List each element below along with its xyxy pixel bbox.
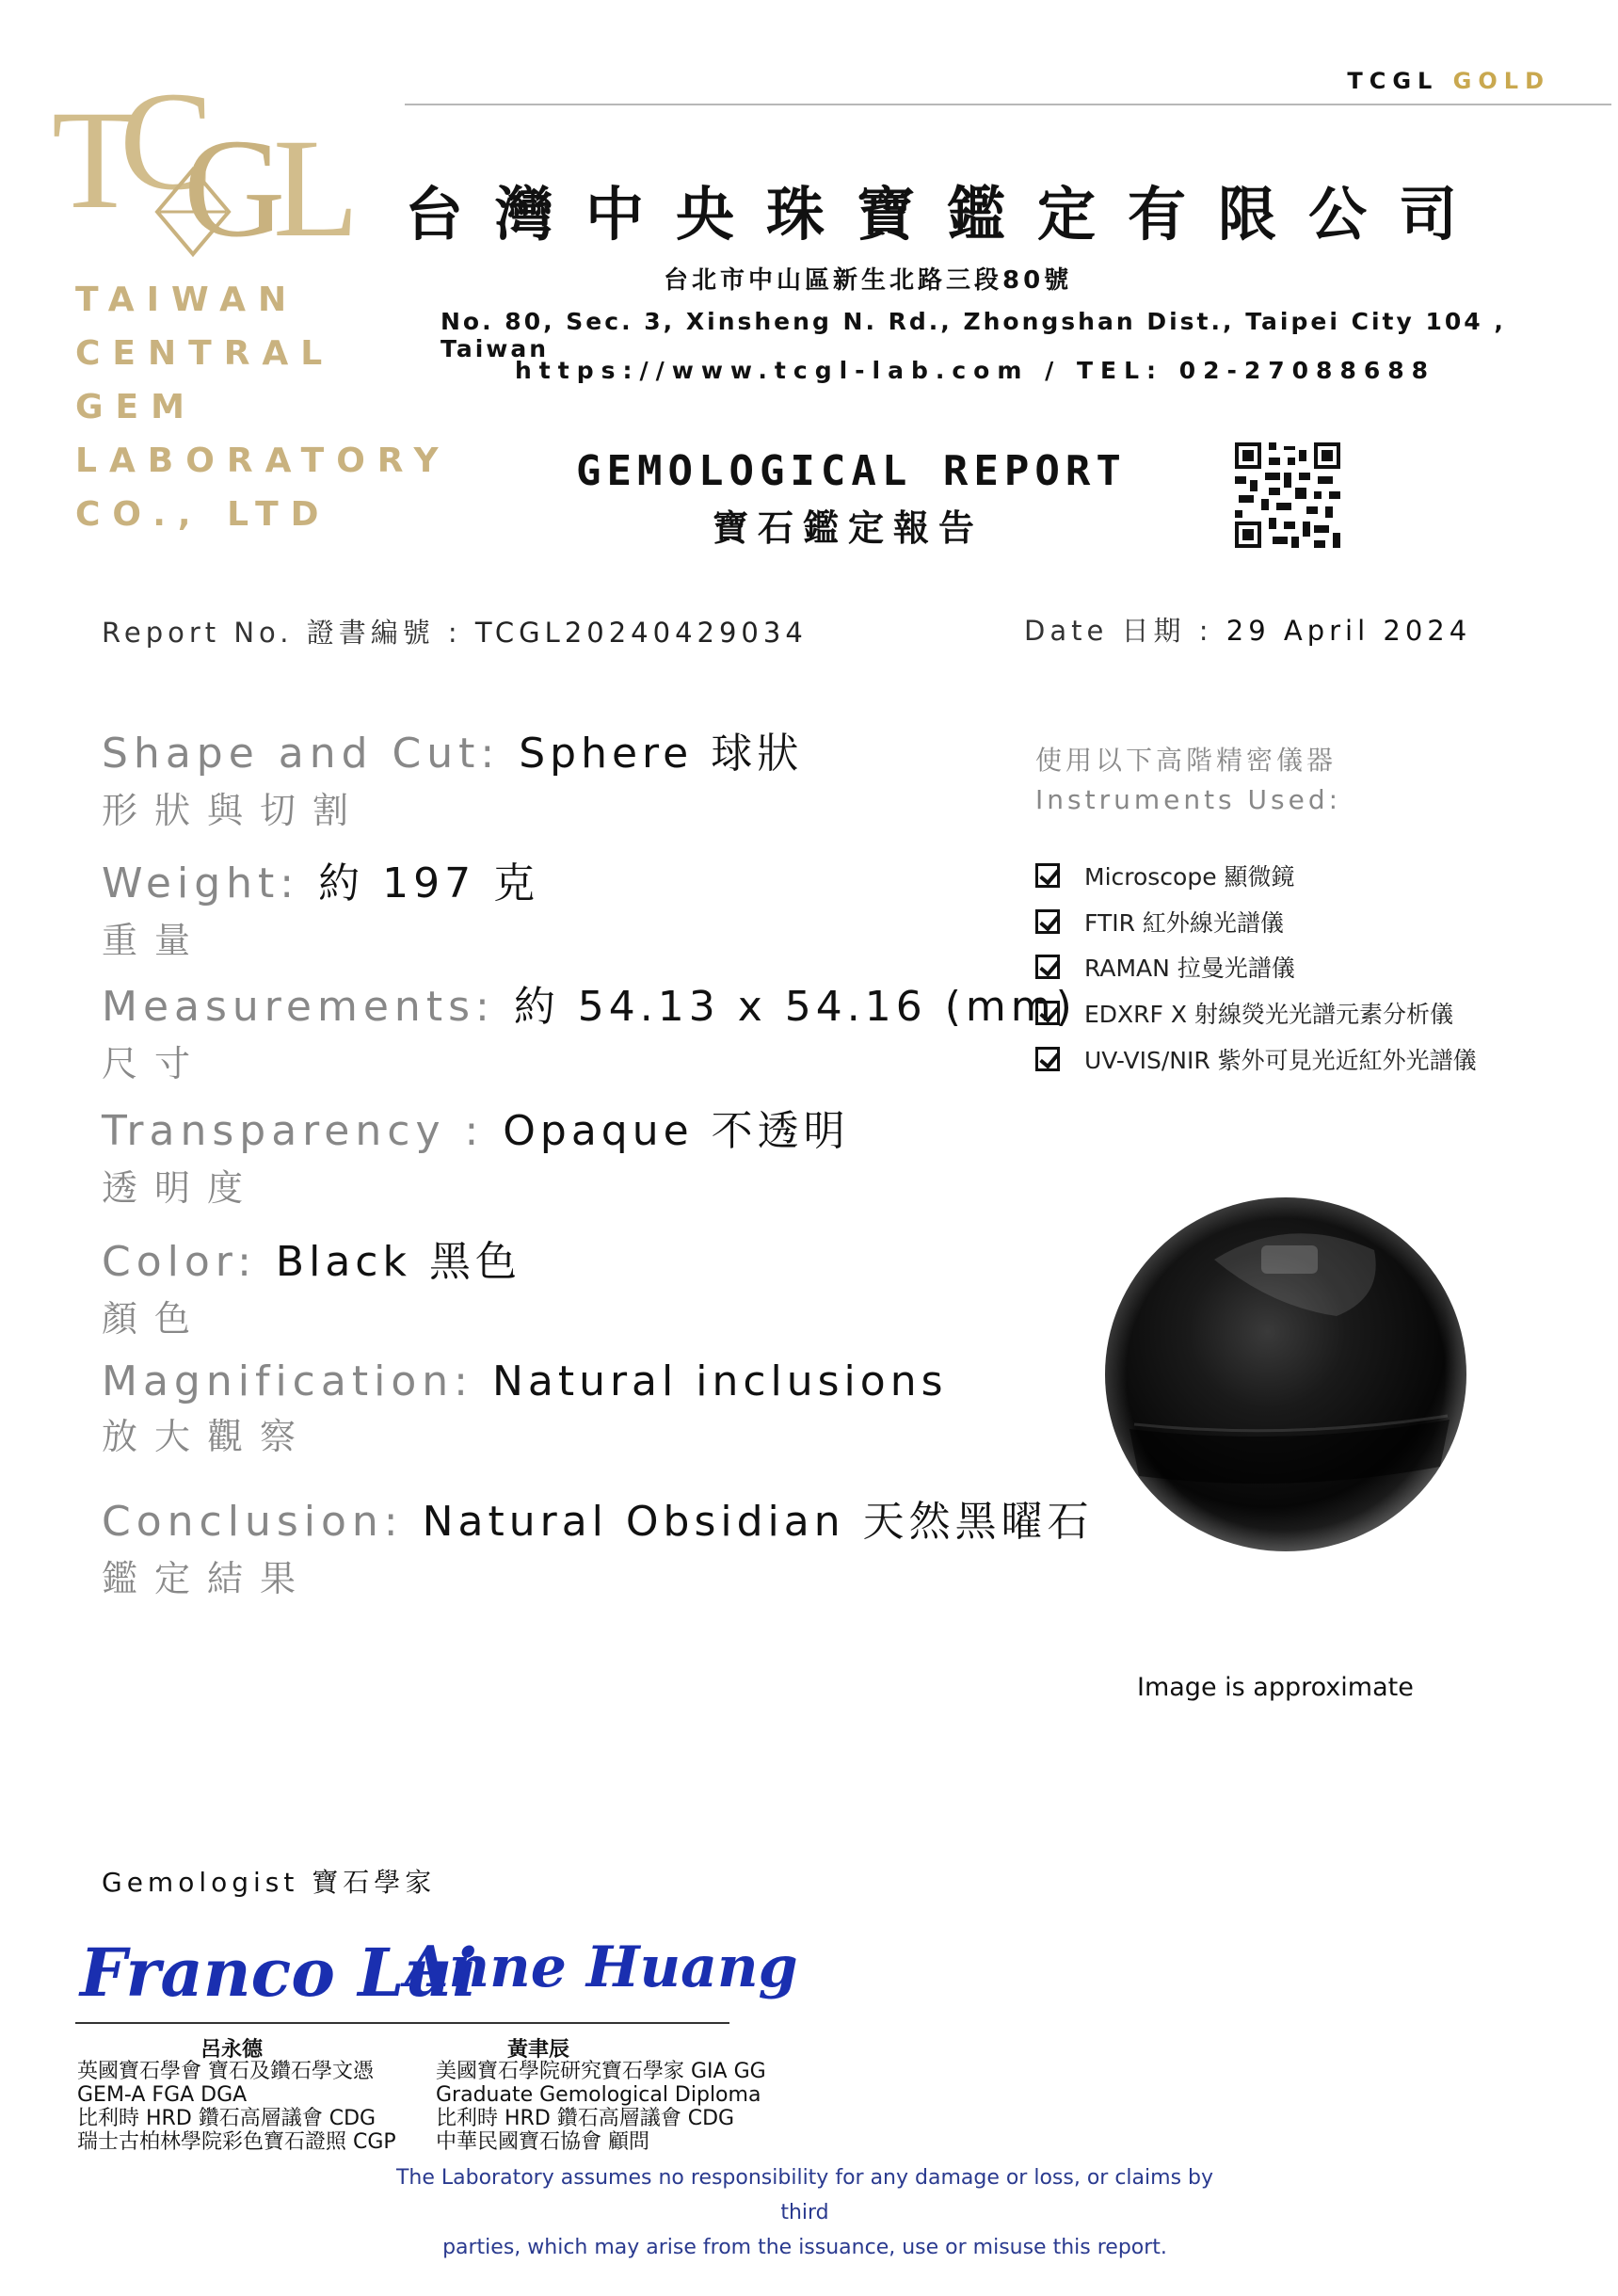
field-transparency — [102, 1097, 850, 1211]
logo-line: TAIWAN — [75, 281, 299, 319]
logo-letter-l: L — [273, 110, 360, 266]
instrument-label: FTIR 紅外線光譜儀 — [1084, 908, 1284, 937]
field-value: Natural Obsidian 天然黑曜石 — [422, 1498, 1094, 1546]
instruments-list — [1035, 853, 1477, 1082]
field-value: Black 黑色 — [275, 1238, 521, 1286]
field-label: Color: — [102, 1238, 276, 1286]
field-magnification — [102, 1357, 948, 1459]
field-label: Magnification: — [102, 1357, 492, 1405]
logo-line: GEM — [75, 388, 197, 426]
field-label: Conclusion: — [102, 1498, 423, 1546]
checkbox-checked-icon[interactable] — [1035, 863, 1060, 888]
disclaimer-line: The Laboratory assumes no responsibility for any damage or loss, or claims by third — [395, 2166, 1214, 2224]
field-label-zh: 放大觀察 — [102, 1416, 313, 1457]
field-label-zh: 尺寸 — [102, 1043, 208, 1084]
website-and-phone: https://www.tcgl-lab.com / TEL: 02-27088688 — [515, 357, 1436, 384]
qr-code-icon[interactable] — [1235, 442, 1340, 548]
credential-line: 比利時 HRD 鑽石高層議會 CDG — [77, 2107, 376, 2130]
field-label-zh: 透明度 — [102, 1167, 261, 1209]
instrument-item — [1035, 853, 1477, 899]
field-label: Measurements: — [102, 983, 514, 1031]
tier-badge — [1347, 68, 1550, 94]
instruments-heading-zh: 使用以下高階精密儀器 — [1035, 745, 1338, 776]
gemologist-1-credentials — [77, 2060, 396, 2154]
checkbox-checked-icon[interactable] — [1035, 909, 1060, 934]
logo-letter-t: T — [52, 82, 138, 238]
report-title-en: GEMOLOGICAL REPORT — [576, 447, 1127, 495]
signatures — [80, 1906, 798, 2029]
logo-line: CO., LTD — [75, 495, 331, 534]
field-label-zh: 鑑定結果 — [102, 1558, 313, 1599]
gemologist-2-credentials — [436, 2060, 766, 2154]
instrument-item — [1035, 1036, 1477, 1082]
report-title-zh: 寶石鑑定報告 — [713, 507, 985, 549]
instrument-label: RAMAN 拉曼光譜儀 — [1084, 955, 1295, 983]
credential-line: 瑞士古柏林學院彩色寶石證照 CGP — [77, 2130, 396, 2154]
logo-letter-c: C — [120, 63, 215, 219]
field-value: 約 54.13 x 54.16 (mm) — [513, 983, 1077, 1031]
tier-brand: TCGL — [1347, 68, 1439, 94]
disclaimer — [376, 2160, 1233, 2265]
field-color — [102, 1228, 521, 1341]
credential-line: 比利時 HRD 鑽石高層議會 CDG — [436, 2107, 735, 2130]
gemologist-2-name: 黃聿辰 — [507, 2038, 570, 2062]
tier-level: GOLD — [1452, 68, 1550, 94]
instrument-label: Microscope 顯微鏡 — [1084, 863, 1295, 891]
signature-line — [75, 2022, 729, 2024]
field-shape-and-cut — [102, 719, 803, 833]
checkbox-checked-icon[interactable] — [1035, 1001, 1060, 1025]
credential-line: 美國寶石學院研究寶石學家 GIA GG — [436, 2060, 766, 2083]
report-date — [1024, 610, 1471, 649]
checkbox-checked-icon[interactable] — [1035, 1047, 1060, 1071]
field-value: Sphere 球狀 — [519, 730, 804, 778]
logo-company-name — [75, 273, 451, 541]
sphere-reflection — [1261, 1245, 1318, 1274]
credential-line: 中華民國寶石協會 顧問 — [436, 2130, 649, 2154]
signature-2: Anne Huang — [405, 1935, 798, 2000]
credential-line: 英國寶石學會 寶石及鑽石學文憑 — [77, 2060, 374, 2083]
field-label-zh: 顏色 — [102, 1298, 208, 1340]
report-number-value: TCGL20240429034 — [474, 617, 808, 649]
field-conclusion — [102, 1487, 1094, 1601]
instruments-heading-en: Instruments Used: — [1035, 784, 1342, 815]
field-label: Weight: — [102, 859, 319, 907]
company-name-zh: 台灣中央珠寶鑑定有限公司 — [405, 180, 1490, 249]
gemologist-heading: Gemologist 寶石學家 — [102, 1867, 437, 1898]
instruments-heading — [1035, 741, 1341, 820]
report-date-value: 29 April 2024 — [1226, 615, 1472, 647]
report-number-label: Report No. 證書編號 : — [102, 617, 475, 649]
field-value: Natural inclusions — [491, 1357, 948, 1405]
credential-line: GEM-A FGA DGA — [77, 2083, 248, 2107]
logo-letter-g: G — [184, 110, 286, 266]
field-weight — [102, 849, 539, 963]
field-label-zh: 形狀與切割 — [102, 790, 366, 831]
field-label: Shape and Cut: — [102, 730, 520, 778]
address-en: No. 80, Sec. 3, Xinsheng N. Rd., Zhongshan Dist., Taipei City 104 , Taiwan — [441, 308, 1506, 362]
credential-line: Graduate Gemological Diploma — [436, 2083, 761, 2107]
gem-photo — [1101, 1194, 1470, 1563]
disclaimer-line: parties, which may arise from the issuance, use or misuse this report. — [442, 2236, 1167, 2259]
field-label: Transparency : — [102, 1107, 504, 1155]
field-label-zh: 重量 — [102, 920, 208, 961]
field-value: 約 197 克 — [318, 859, 540, 907]
instrument-item — [1035, 990, 1477, 1036]
logo-line: LABORATORY — [75, 442, 451, 480]
instrument-label: EDXRF X 射線熒光光譜元素分析儀 — [1084, 1001, 1453, 1029]
image-caption: Image is approximate — [1137, 1673, 1414, 1702]
logo-line: CENTRAL — [75, 334, 335, 373]
signature-1: Franco Lui — [80, 1934, 477, 2012]
gemologist-1-name: 呂永德 — [200, 2038, 264, 2062]
instrument-label: UV-VIS/NIR 紫外可見光近紅外光譜儀 — [1084, 1046, 1477, 1074]
instrument-item — [1035, 899, 1477, 945]
instrument-item — [1035, 944, 1477, 990]
address-zh: 台北市中山區新生北路三段80號 — [664, 266, 1073, 295]
tcgl-logo — [52, 56, 360, 266]
header-divider — [405, 104, 1611, 105]
report-number — [102, 612, 808, 650]
report-date-label: Date 日期 : — [1024, 615, 1226, 647]
field-measurements — [102, 972, 1077, 1086]
checkbox-checked-icon[interactable] — [1035, 955, 1060, 979]
field-value: Opaque 不透明 — [503, 1107, 850, 1155]
